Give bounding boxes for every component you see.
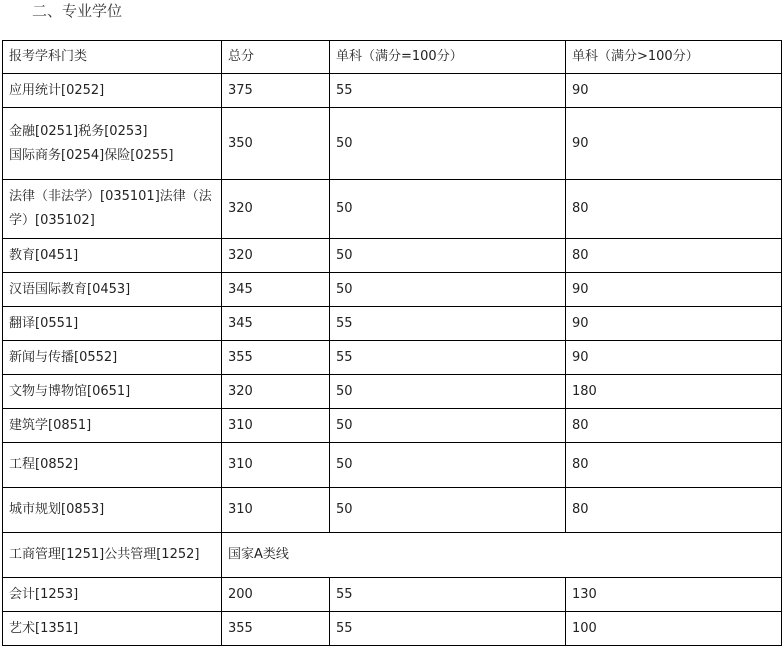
table-row: [3, 239, 782, 273]
subject-cell: 工程[0852]: [3, 443, 222, 488]
subject-text: 国际商务[0254]保险[0255]: [9, 147, 174, 163]
header-total: 总分: [222, 41, 330, 74]
subject-text: 法律（非法学）[035101]法律（法: [9, 189, 212, 204]
header-single-le100: 单科（满分=100分）: [330, 41, 566, 74]
header-subject: 报考学科门类: [3, 41, 222, 74]
single-gt100-cell: 90: [566, 74, 782, 108]
subject-cell: 建筑学[0851]: [3, 409, 222, 443]
section-title: 二、专业学位: [32, 2, 123, 20]
single-gt100-cell: 80: [566, 409, 782, 443]
total-cell: 345: [222, 273, 330, 307]
subject-cell: 会计[1253]: [3, 578, 222, 612]
subject-cell: 城市规划[0853]: [3, 488, 222, 533]
single-le100-cell: 55: [330, 578, 566, 612]
subject-cell: 新闻与传播[0552]: [3, 341, 222, 375]
subject-cell: 汉语国际教育[0453]: [3, 273, 222, 307]
table-row: [3, 375, 782, 409]
total-cell: 320: [222, 375, 330, 409]
table-row: [3, 443, 782, 488]
subject-cell: 翻译[0551]: [3, 307, 222, 341]
single-le100-cell: 50: [330, 375, 566, 409]
single-le100-cell: 55: [330, 74, 566, 108]
subject-cell: 艺术[1351]: [3, 612, 222, 646]
total-cell: 310: [222, 488, 330, 533]
single-gt100-cell: 130: [566, 578, 782, 612]
table-row: [3, 488, 782, 533]
single-le100-cell: 50: [330, 273, 566, 307]
single-le100-cell: 50: [330, 409, 566, 443]
single-gt100-cell: 90: [566, 108, 782, 180]
subject-cell: 文物与博物馆[0651]: [3, 375, 222, 409]
single-le100-cell: 50: [330, 180, 566, 239]
table-row: [3, 578, 782, 612]
table-row: [3, 74, 782, 108]
single-le100-cell: 50: [330, 443, 566, 488]
table-row: [3, 108, 782, 180]
table-row-merged: [3, 533, 782, 578]
single-gt100-cell: 100: [566, 612, 782, 646]
single-le100-cell: 55: [330, 307, 566, 341]
table-row: [3, 307, 782, 341]
single-le100-cell: 55: [330, 341, 566, 375]
single-gt100-cell: 80: [566, 488, 782, 533]
table-row: [3, 273, 782, 307]
total-cell: 320: [222, 180, 330, 239]
subject-cell: [3, 180, 222, 239]
subject-cell: [3, 74, 222, 108]
total-cell: 355: [222, 612, 330, 646]
subject-cell: 教育[0451]: [3, 239, 222, 273]
table-header-row: [3, 41, 782, 74]
single-gt100-cell: 90: [566, 273, 782, 307]
total-cell: 345: [222, 307, 330, 341]
single-gt100-cell: 90: [566, 307, 782, 341]
single-gt100-cell: 80: [566, 180, 782, 239]
subject-text: 学）[035102]: [9, 213, 95, 228]
total-cell: 355: [222, 341, 330, 375]
table-row: [3, 409, 782, 443]
header-single-gt100: 单科（满分>100分）: [566, 41, 782, 74]
single-le100-cell: 50: [330, 488, 566, 533]
total-cell: 320: [222, 239, 330, 273]
single-gt100-cell: 80: [566, 239, 782, 273]
single-le100-cell: 50: [330, 108, 566, 180]
total-cell: 200: [222, 578, 330, 612]
total-cell: 310: [222, 409, 330, 443]
subject-cell: [3, 108, 222, 180]
single-gt100-cell: 90: [566, 341, 782, 375]
table-row: [3, 612, 782, 646]
total-cell: 350: [222, 108, 330, 180]
total-cell: 310: [222, 443, 330, 488]
single-le100-cell: 50: [330, 239, 566, 273]
single-gt100-cell: 80: [566, 443, 782, 488]
subject-text: 金融[0251]税务[0253]: [9, 123, 148, 139]
single-gt100-cell: 180: [566, 375, 782, 409]
table-row: [3, 180, 782, 239]
score-table: [2, 40, 782, 646]
merged-note-cell: 国家A类线: [222, 533, 782, 578]
subject-text: 应用统计[0252]: [9, 82, 105, 98]
total-cell: 375: [222, 74, 330, 108]
subject-cell: 工商管理[1251]公共管理[1252]: [3, 533, 222, 578]
single-le100-cell: 55: [330, 612, 566, 646]
table-row: [3, 341, 782, 375]
